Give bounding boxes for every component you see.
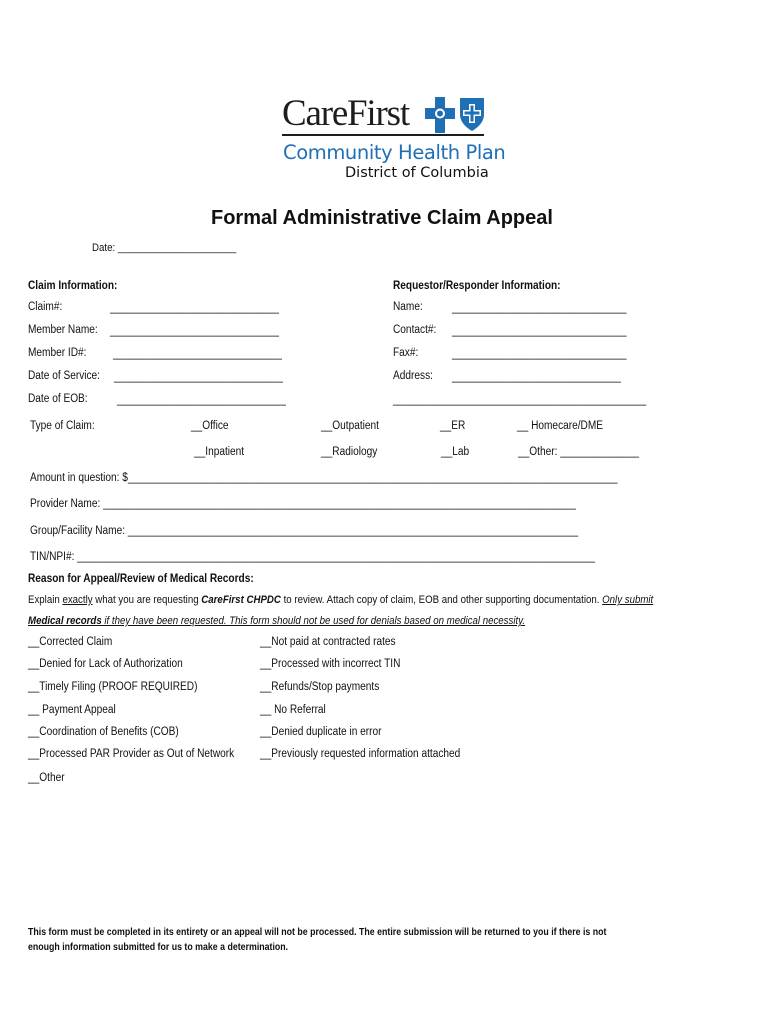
claim-type-office[interactable]: __Office — [191, 420, 229, 432]
logo-line2: District of Columbia — [345, 165, 489, 181]
member-name-field[interactable]: ______________________________ — [110, 325, 279, 337]
date-of-eob-field[interactable]: ______________________________ — [117, 394, 286, 406]
claim-number-field[interactable]: ______________________________ — [110, 302, 279, 314]
provider-name-field[interactable]: Provider Name: ____________________________________________________________________________________ — [30, 498, 576, 510]
reason-text-1: Explain — [28, 594, 63, 606]
reason-option[interactable]: __Corrected Claim — [28, 636, 113, 648]
date-of-eob-label: Date of EOB: — [28, 393, 88, 405]
requestor-info-heading: Requestor/Responder Information: — [393, 280, 561, 292]
group-facility-field[interactable]: Group/Facility Name: ________________________________________________________________________________ — [30, 525, 579, 537]
claim-type-er[interactable]: __ER — [440, 420, 466, 432]
footer-notice-line1: This form must be completed in its entirety or an appeal will not be processed. The entire submission will be returned to you if there is not — [28, 927, 607, 938]
reason-option[interactable]: __Processed with incorrect TIN — [260, 658, 401, 670]
type-of-claim-label: Type of Claim: — [30, 420, 95, 432]
logo-line1: Community Health Plan — [283, 141, 506, 164]
reason-instructions — [28, 594, 654, 606]
requestor-name-label: Name: — [393, 301, 423, 313]
reason-option[interactable]: __Timely Filing (PROOF REQUIRED) — [28, 681, 198, 693]
address-field[interactable]: ______________________________ — [452, 371, 621, 383]
page-title: Formal Administrative Claim Appeal — [211, 207, 553, 229]
reason-instructions-line2 — [28, 615, 525, 627]
reason-text-2: what you are requesting — [92, 594, 202, 606]
address-label: Address: — [393, 370, 433, 382]
reason-only-submit: Only submit — [602, 594, 654, 606]
reason-option[interactable]: __ Payment Appeal — [28, 704, 116, 716]
blue-cross-icon — [425, 97, 455, 133]
requestor-name-field[interactable]: _______________________________ — [452, 302, 627, 314]
contact-label: Contact#: — [393, 324, 437, 336]
reason-option[interactable]: __Not paid at contracted rates — [260, 636, 396, 648]
tin-npi-field[interactable]: TIN/NPI#: ____________________________________________________________________________________________ — [30, 551, 596, 563]
claim-type-homecare[interactable]: __ Homecare/DME — [517, 420, 604, 432]
claim-type-other[interactable]: __Other: ______________ — [518, 446, 639, 458]
claim-type-outpatient[interactable]: __Outpatient — [321, 420, 379, 432]
logo-divider — [282, 134, 484, 136]
reason-option[interactable]: __Refunds/Stop payments — [260, 681, 380, 693]
claim-type-radiology[interactable]: __Radiology — [321, 446, 378, 458]
claim-type-inpatient[interactable]: __Inpatient — [194, 446, 245, 458]
reason-option[interactable]: __ No Referral — [260, 704, 326, 716]
claim-info-heading: Claim Information: — [28, 280, 118, 292]
reason-exactly: exactly — [62, 594, 93, 606]
fax-label: Fax#: — [393, 347, 419, 359]
date-of-service-label: Date of Service: — [28, 370, 101, 382]
reason-option[interactable]: __Processed PAR Provider as Out of Network — [28, 748, 235, 760]
reason-text-3: to review. Attach copy of claim, EOB and other supporting documentation. — [280, 594, 603, 606]
member-id-label: Member ID#: — [28, 347, 87, 359]
date-field[interactable]: Date: ______________________ — [92, 242, 237, 254]
reason-option[interactable]: __Coordination of Benefits (COB) — [28, 726, 179, 738]
amount-field[interactable]: Amount in question: $_______________________________________________________________________________________ — [30, 472, 618, 484]
member-name-label: Member Name: — [28, 324, 98, 336]
reason-option[interactable]: __Denied for Lack of Authorization — [28, 658, 183, 670]
date-of-service-field[interactable]: ______________________________ — [114, 371, 283, 383]
footer-notice-line2: enough information submitted for us to make a determination. — [28, 942, 289, 953]
member-id-field[interactable]: ______________________________ — [113, 348, 282, 360]
reason-heading: Reason for Appeal/Review of Medical Records: — [28, 573, 254, 585]
reason-brand: CareFirst CHPDC — [201, 594, 281, 606]
claim-type-lab[interactable]: __Lab — [441, 446, 470, 458]
reason-text-4: if they have been requested. This form should not be used for denials based on medical necessity. — [101, 615, 526, 627]
logo-wordmark: CareFirst — [282, 93, 409, 134]
fax-field[interactable]: _______________________________ — [452, 348, 627, 360]
reason-medical-records: Medical records — [28, 615, 102, 627]
reason-option[interactable]: __Previously requested information attached — [260, 748, 461, 760]
claim-number-label: Claim#: — [28, 301, 63, 313]
reason-option[interactable]: __Other — [28, 772, 65, 784]
reason-option[interactable]: __Denied duplicate in error — [260, 726, 382, 738]
contact-field[interactable]: _______________________________ — [452, 325, 627, 337]
blue-shield-icon — [458, 96, 486, 132]
address-line2-field[interactable]: _____________________________________________ — [393, 394, 647, 406]
